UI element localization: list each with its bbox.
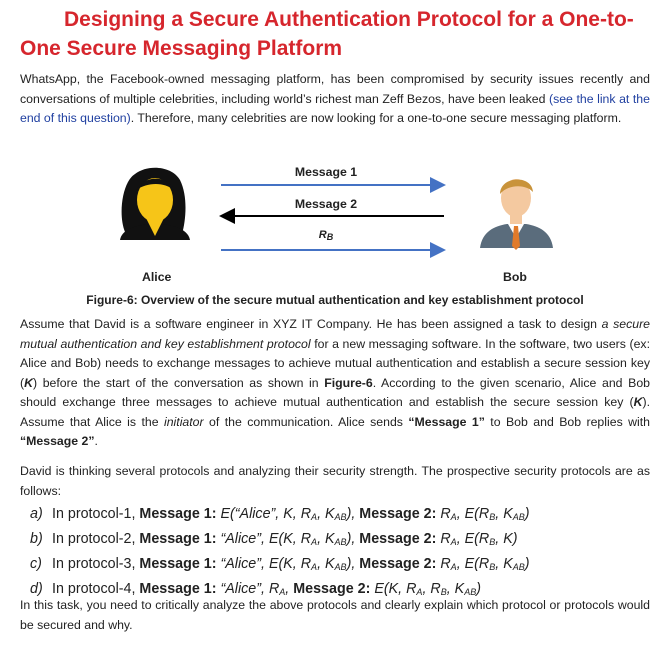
item-m1-value: “Alice”, $R_A$,	[220, 581, 290, 597]
s-c: ) before the start of the conversation as shown in	[33, 375, 325, 390]
protocol-item-a	[30, 503, 650, 528]
m2v: R	[440, 556, 451, 572]
item-m2: Message 2:	[293, 581, 375, 597]
intro-paragraph	[20, 70, 650, 129]
alice-label: Alice	[142, 270, 172, 284]
closing-paragraph: In this task, you need to critically analyze the above protocols and clearly explain which protocol or protocols would be secured and why.	[20, 598, 650, 632]
s-b: for a new messaging software. In the software, two users (ex: Alice and Bob) needs to exchange messages to achieve mutual authentication and establish a secure session key (	[20, 336, 650, 390]
item-label: a)	[30, 506, 43, 522]
item-m2-value: $R_A$, $E(R_B$, $K_{AB}$)	[440, 506, 530, 522]
m1v: “Alice”, E(K, R	[220, 556, 312, 572]
item-m1: Message 1:	[139, 506, 221, 522]
protocols-intro: David is thinking several protocols and analyzing their security strength. The prospective security protocols are as follows:	[20, 464, 650, 498]
rb-sub: B	[326, 232, 334, 242]
figure-graphics	[0, 160, 663, 292]
intro-text-2: . Therefore, many celebrities are now looking for a one-to-one secure messaging platform.	[130, 111, 622, 125]
s-initiator: initiator	[163, 414, 204, 429]
alice-avatar-icon	[120, 168, 190, 240]
item-m1-value: “Alice”, E(K, $R_A$, $K_{AB}$),	[220, 531, 356, 547]
item-m1: Message 1:	[139, 581, 221, 597]
scenario-paragraph	[20, 315, 650, 452]
item-m2-value: $R_A$, $E(R_B$, K)	[440, 531, 518, 547]
s-msg1: “Message 1”	[408, 414, 485, 429]
m2v: R	[440, 531, 451, 547]
s-italic: a secure mutual authentication and key establishment protocol	[20, 317, 650, 351]
message-2-label: Message 2	[294, 197, 358, 211]
page-title	[20, 5, 650, 63]
protocol-figure	[0, 160, 663, 292]
item-name: In protocol-1,	[52, 506, 140, 522]
article-link[interactable]: (see the link at the end of this question)	[20, 91, 650, 125]
rb-main: R	[318, 229, 327, 241]
bob-avatar-icon	[480, 179, 553, 250]
s-fig: Figure-6	[324, 375, 373, 390]
s-e: ). Assume that Alice is the	[20, 395, 650, 429]
item-name: In protocol-2,	[52, 531, 140, 547]
s-msg2: “Message 2”	[20, 434, 95, 448]
s-f: of the communication. Alice sends	[203, 414, 409, 429]
item-name: In protocol-4,	[52, 581, 140, 597]
protocol-item-b	[30, 528, 650, 553]
item-label: d)	[30, 581, 43, 597]
protocol-item-c	[30, 553, 650, 578]
message-1-label: Message 1	[294, 165, 358, 179]
item-name: In protocol-3,	[52, 556, 140, 572]
bob-label: Bob	[503, 270, 527, 284]
item-m2: Message 2:	[359, 556, 441, 572]
item-m1: Message 1:	[139, 556, 221, 572]
intro-text-1: WhatsApp, the Facebook-owned messaging platform, has been compromised by security issues recently and conversations of multiple celebrities, including world’s richest man Zeff Bezos, have been leaked	[20, 72, 650, 106]
item-m2-value: $R_A$, $E(R_B$, $K_{AB}$)	[440, 556, 530, 572]
title-line-2: One Secure Messaging Platform	[20, 37, 343, 60]
item-m1: Message 1:	[139, 531, 221, 547]
figure-caption: Figure-6: Overview of the secure mutual authentication and key establishment protocol	[86, 293, 584, 307]
item-m2: Message 2:	[359, 506, 441, 522]
item-label: c)	[30, 556, 42, 572]
message-3-label	[266, 229, 386, 242]
s-d: . According to the given scenario, Alice and Bob should exchange three messages to achieve mutual authentication and establish the secure session key (	[20, 375, 650, 409]
item-m2-value: E(K, $R_A$, $R_B$, $K_{AB}$)	[374, 581, 481, 597]
item-m1-value: “Alice”, E(K, $R_A$, $K_{AB}$),	[220, 556, 356, 572]
m2v: R	[440, 506, 451, 522]
m1v: E(“Alice”, K, R	[220, 506, 312, 522]
m1v: “Alice”, R	[220, 581, 280, 597]
s-h: .	[94, 434, 98, 448]
s-a: Assume that David is a software engineer in XYZ IT Company. He has been assigned a task to design	[20, 317, 602, 331]
s-k2: K	[633, 395, 643, 409]
item-m2: Message 2:	[359, 531, 441, 547]
m1v: “Alice”, E(K, R	[220, 531, 312, 547]
s-g: to Bob and Bob replies with	[484, 414, 651, 429]
m2v: E(K, R	[374, 581, 417, 597]
title-line-1: Designing a Secure Authentication Protocol for a One-to-	[64, 8, 634, 31]
protocol-list	[30, 503, 650, 603]
s-k1: K	[24, 375, 33, 390]
item-m1-value: E(“Alice”, K, $R_A$, $K_{AB}$),	[220, 506, 356, 522]
item-label: b)	[30, 531, 43, 547]
